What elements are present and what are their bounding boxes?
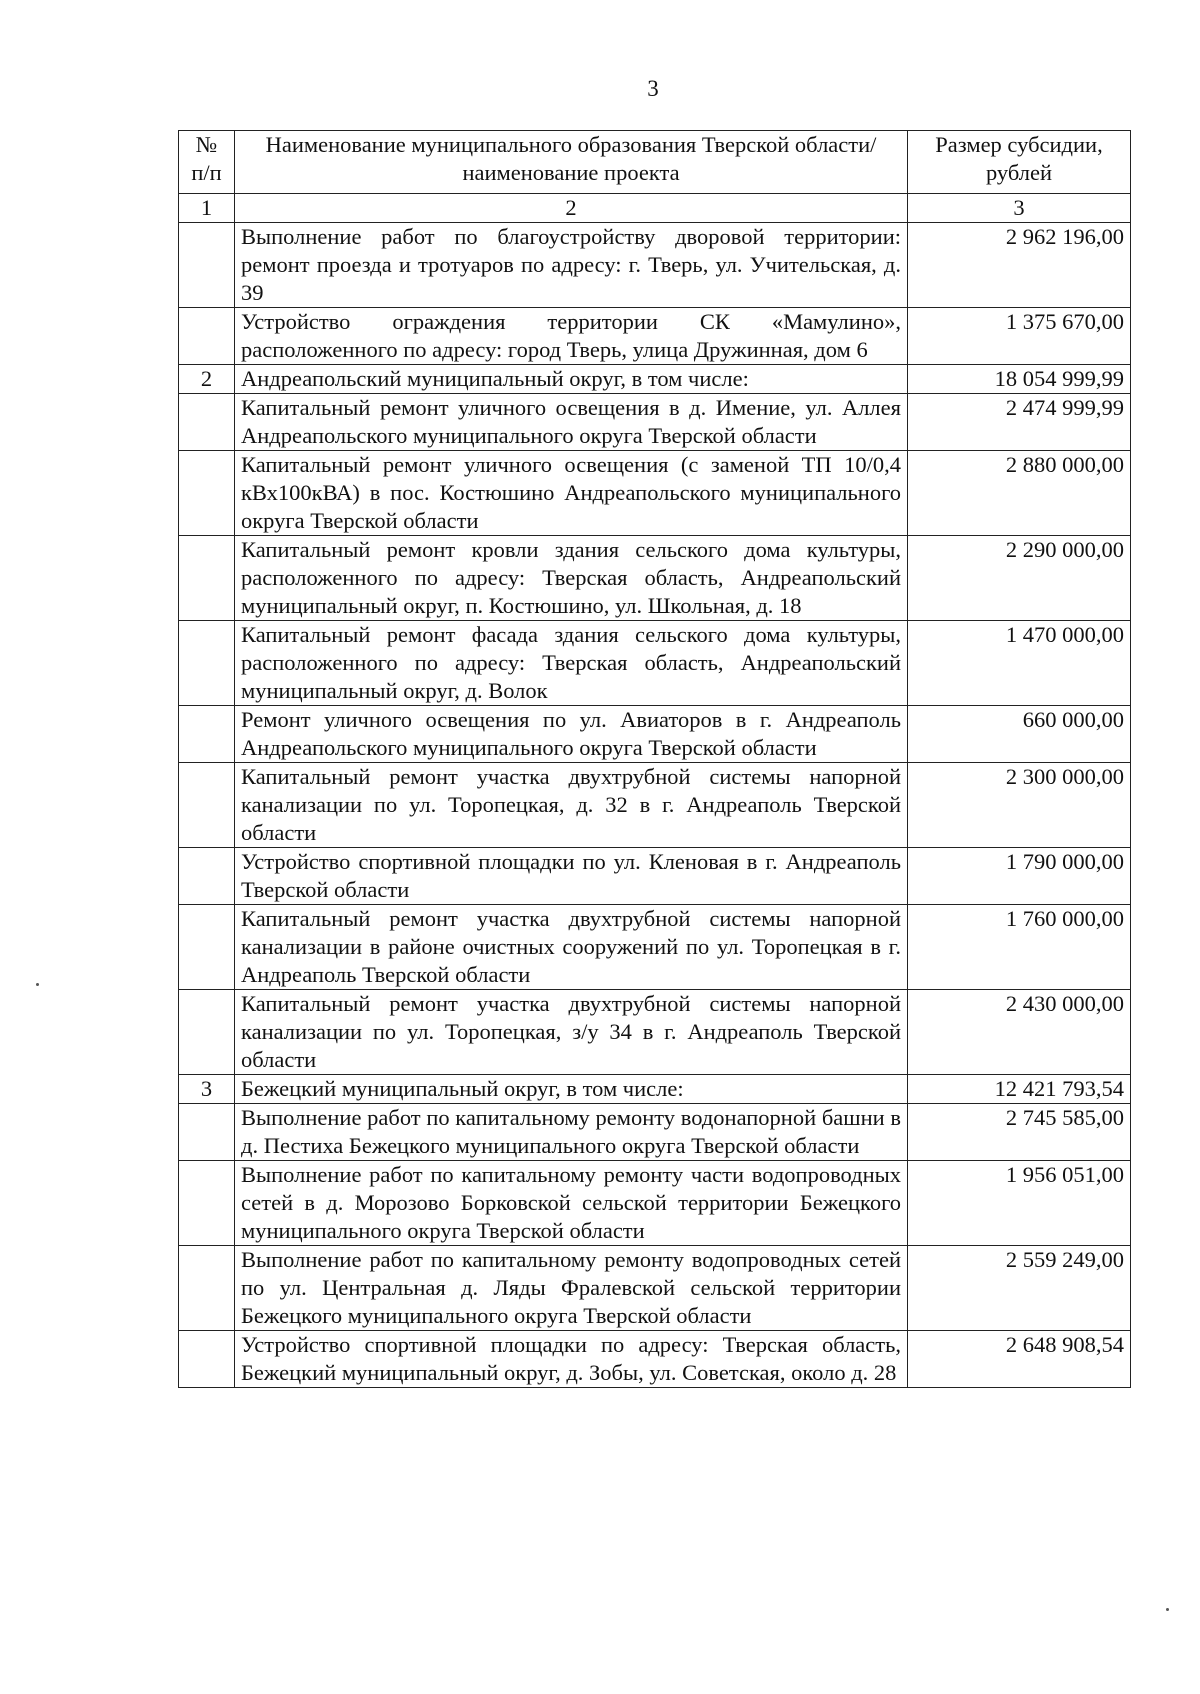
row-project-name: Бежецкий муниципальный округ, в том числе:: [235, 1075, 908, 1104]
table-row: [179, 223, 1131, 308]
table-row: [179, 763, 1131, 848]
table-row: [179, 451, 1131, 536]
row-project-name: Капитальный ремонт уличного освещения в д. Имение, ул. Аллея Андреапольского муниципального округа Тверской области: [235, 394, 908, 451]
row-number: [179, 1161, 235, 1246]
column-index: 1: [179, 194, 235, 223]
column-index: 2: [235, 194, 908, 223]
row-project-name: Устройство спортивной площадки по ул. Кленовая в г. Андреаполь Тверской области: [235, 848, 908, 905]
table-row: [179, 706, 1131, 763]
row-amount: 1 956 051,00: [908, 1161, 1131, 1246]
row-project-name: Капитальный ремонт фасада здания сельского дома культуры, расположенного по адресу: Тверская область, Андреапольский муниципальный округ, д. Волок: [235, 621, 908, 706]
scan-speck: [36, 983, 39, 986]
table-row: [179, 536, 1131, 621]
column-index: 3: [908, 194, 1131, 223]
table-row: [179, 905, 1131, 990]
row-number: [179, 990, 235, 1075]
scan-speck: [1166, 1608, 1169, 1611]
table-row: [179, 621, 1131, 706]
row-amount: 1 760 000,00: [908, 905, 1131, 990]
row-project-name: Выполнение работ по капитальному ремонту водопроводных сетей по ул. Центральная д. Ляды Фралевской сельской территории Бежецкого муниципального округа Тверской области: [235, 1246, 908, 1331]
row-amount: 1 470 000,00: [908, 621, 1131, 706]
row-number: [179, 451, 235, 536]
row-amount: 2 290 000,00: [908, 536, 1131, 621]
row-amount: 12 421 793,54: [908, 1075, 1131, 1104]
row-number: 3: [179, 1075, 235, 1104]
row-project-name: Капитальный ремонт участка двухтрубной системы напорной канализации в районе очистных сооружений по ул. Торопецкая в г. Андреаполь Тверской области: [235, 905, 908, 990]
table-header-row: [179, 131, 1131, 194]
row-project-name: Выполнение работ по капитальному ремонту части водопроводных сетей в д. Морозово Борковской сельской территории Бежецкого муниципального округа Тверской области: [235, 1161, 908, 1246]
row-project-name: Андреапольский муниципальный округ, в том числе:: [235, 365, 908, 394]
header-num: № п/п: [179, 131, 235, 194]
header-amount: Размер субсидии, рублей: [908, 131, 1131, 194]
row-number: [179, 394, 235, 451]
row-number: [179, 536, 235, 621]
row-number: 2: [179, 365, 235, 394]
table-row: [179, 1104, 1131, 1161]
row-project-name: Устройство спортивной площадки по адресу: Тверская область, Бежецкий муниципальный округ, д. Зобы, ул. Советская, около д. 28: [235, 1331, 908, 1388]
table-row: [179, 308, 1131, 365]
row-number: [179, 621, 235, 706]
row-number: [179, 308, 235, 365]
header-name: Наименование муниципального образования Тверской области/наименование проекта: [235, 131, 908, 194]
row-number: [179, 223, 235, 308]
row-project-name: Выполнение работ по капитальному ремонту водонапорной башни в д. Пестиха Бежецкого муниципального округа Тверской области: [235, 1104, 908, 1161]
row-amount: 2 648 908,54: [908, 1331, 1131, 1388]
row-project-name: Капитальный ремонт кровли здания сельского дома культуры, расположенного по адресу: Тверская область, Андреапольский муниципальный округ, п. Костюшино, ул. Школьная, д. 18: [235, 536, 908, 621]
row-project-name: Капитальный ремонт уличного освещения (с заменой ТП 10/0,4 кВх100кВА) в пос. Костюшино Андреапольского муниципального округа Тверской области: [235, 451, 908, 536]
row-amount: 18 054 999,99: [908, 365, 1131, 394]
row-amount: 2 300 000,00: [908, 763, 1131, 848]
page-number: 3: [647, 76, 659, 101]
row-amount: 1 790 000,00: [908, 848, 1131, 905]
row-number: [179, 1246, 235, 1331]
row-project-name: Капитальный ремонт участка двухтрубной системы напорной канализации по ул. Торопецкая, д. 32 в г. Андреаполь Тверской области: [235, 763, 908, 848]
row-project-name: Устройство ограждения территории СК «Мамулино», расположенного по адресу: город Тверь, улица Дружинная, дом 6: [235, 308, 908, 365]
row-number: [179, 848, 235, 905]
row-amount: 1 375 670,00: [908, 308, 1131, 365]
row-amount: 2 474 999,99: [908, 394, 1131, 451]
row-amount: 2 962 196,00: [908, 223, 1131, 308]
table-row: [179, 848, 1131, 905]
row-number: [179, 763, 235, 848]
row-amount: 2 880 000,00: [908, 451, 1131, 536]
row-number: [179, 1104, 235, 1161]
row-number: [179, 706, 235, 763]
row-project-name: Выполнение работ по благоустройству дворовой территории: ремонт проезда и тротуаров по адресу: г. Тверь, ул. Учительская, д. 39: [235, 223, 908, 308]
row-number: [179, 1331, 235, 1388]
row-amount: 660 000,00: [908, 706, 1131, 763]
row-amount: 2 745 585,00: [908, 1104, 1131, 1161]
row-amount: 2 430 000,00: [908, 990, 1131, 1075]
section-row: [179, 1075, 1131, 1104]
table-row: [179, 1246, 1131, 1331]
table-row: [179, 394, 1131, 451]
table-row: [179, 990, 1131, 1075]
row-project-name: Капитальный ремонт участка двухтрубной системы напорной канализации по ул. Торопецкая, з/у 34 в г. Андреаполь Тверской области: [235, 990, 908, 1075]
row-project-name: Ремонт уличного освещения по ул. Авиаторов в г. Андреаполь Андреапольского муниципального округа Тверской области: [235, 706, 908, 763]
column-index-row: [179, 194, 1131, 223]
section-row: [179, 365, 1131, 394]
row-number: [179, 905, 235, 990]
table-row: [179, 1161, 1131, 1246]
row-amount: 2 559 249,00: [908, 1246, 1131, 1331]
table-row: [179, 1331, 1131, 1388]
subsidy-table: [178, 130, 1131, 1388]
